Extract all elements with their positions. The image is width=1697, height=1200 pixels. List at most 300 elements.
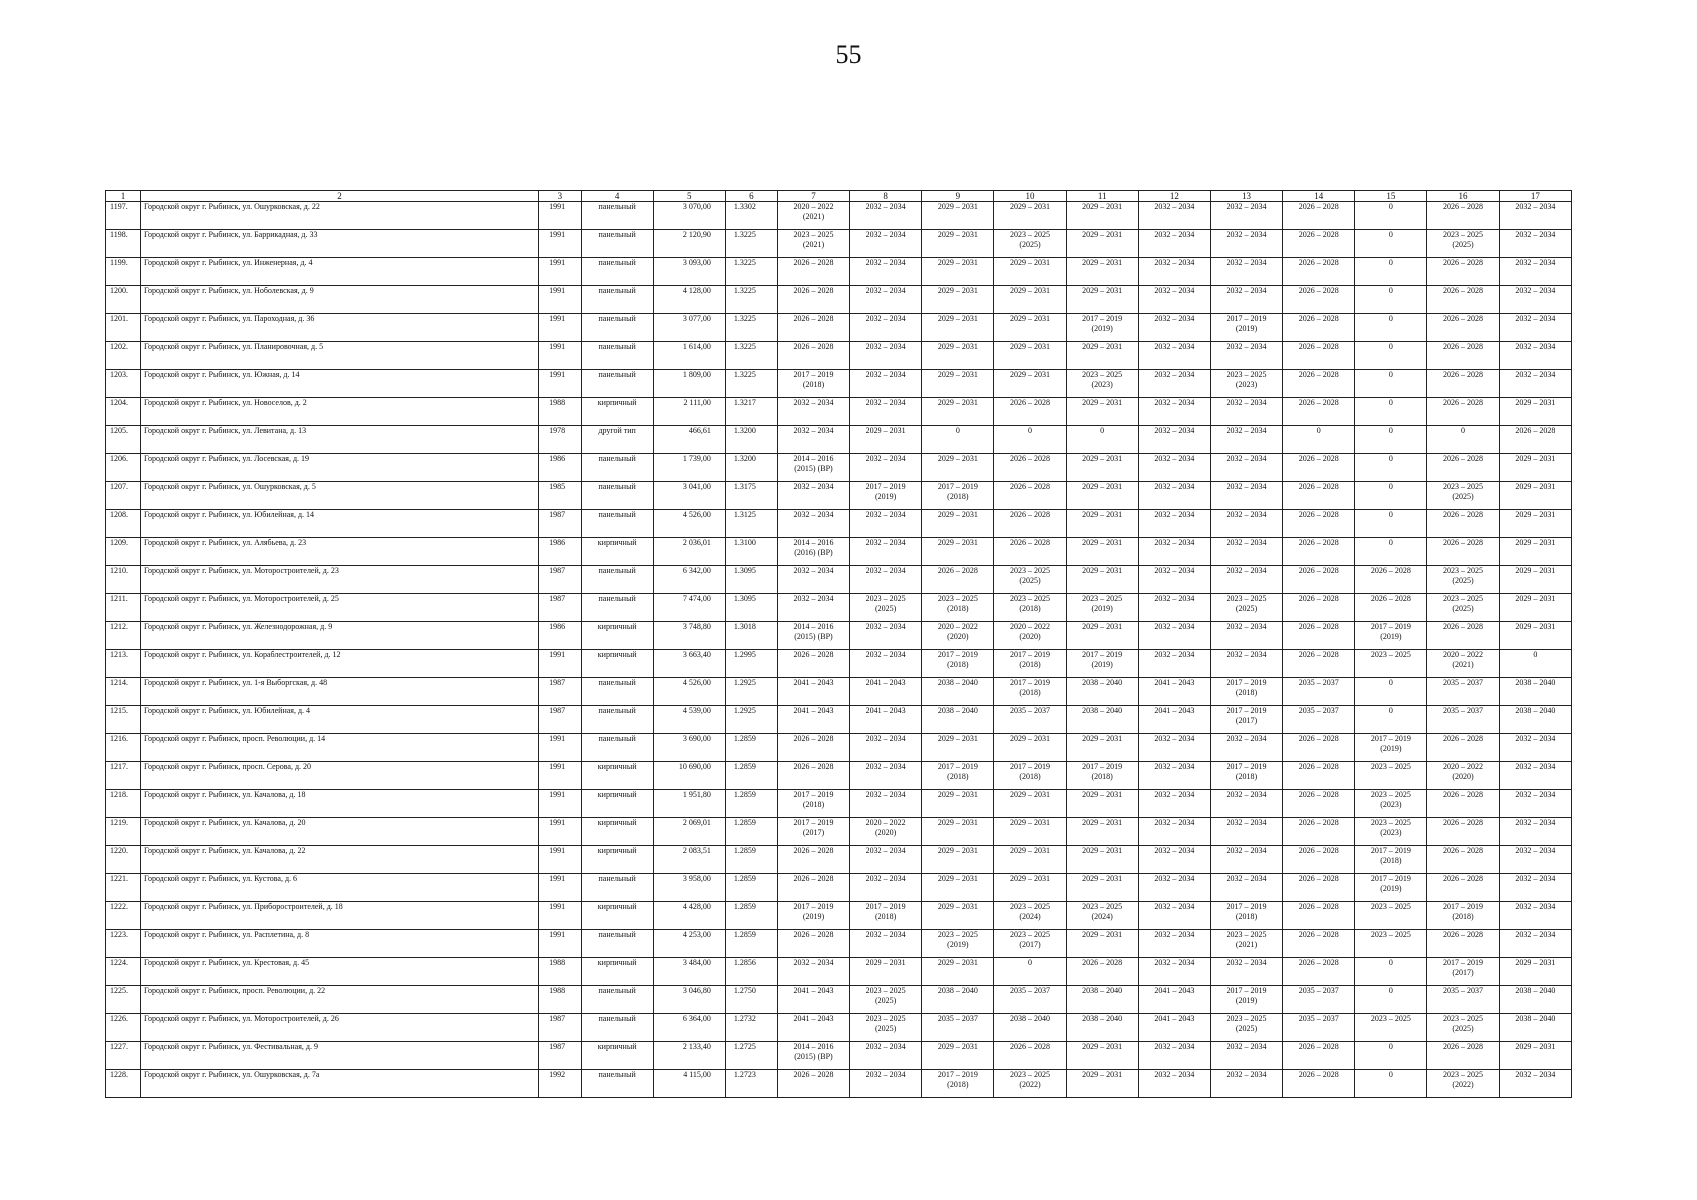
table-cell-col-2: Городской округ г. Рыбинск, ул. Баррикадная, д. 33 [141, 230, 539, 258]
table-cell-col-4: кирпичный [581, 846, 653, 874]
table-cell-col-16: 2023 – 2025 (2025) [1427, 482, 1499, 510]
table-cell-col-3: 1991 [539, 230, 581, 258]
table-cell-col-2: Городской округ г. Рыбинск, ул. Инженерная, д. 4 [141, 258, 539, 286]
table-cell-col-12: 2032 – 2034 [1138, 790, 1210, 818]
table-cell-col-13: 2032 – 2034 [1210, 846, 1282, 874]
table-cell-col-15: 2017 – 2019 (2018) [1355, 846, 1427, 874]
table-cell-col-2: Городской округ г. Рыбинск, ул. Планировочная, д. 5 [141, 342, 539, 370]
table-cell-col-2: Городской округ г. Рыбинск, ул. 1-я Выборгская, д. 48 [141, 678, 539, 706]
table-cell-col-10: 2029 – 2031 [994, 370, 1066, 398]
table-cell-col-3: 1991 [539, 370, 581, 398]
table-cell-col-8: 2032 – 2034 [850, 566, 922, 594]
table-cell-col-4: панельный [581, 1070, 653, 1098]
table-cell-col-5: 6 342,00 [653, 566, 725, 594]
table-cell-col-1: 1197. [106, 202, 141, 230]
table-cell-col-1: 1209. [106, 538, 141, 566]
table-cell-col-3: 1991 [539, 342, 581, 370]
table-cell-col-11: 2029 – 2031 [1066, 286, 1138, 314]
table-cell-col-16: 2026 – 2028 [1427, 342, 1499, 370]
table-cell-col-9: 2017 – 2019 (2018) [922, 650, 994, 678]
table-cell-col-16: 2035 – 2037 [1427, 986, 1499, 1014]
table-cell-col-16: 2026 – 2028 [1427, 874, 1499, 902]
table-cell-col-1: 1198. [106, 230, 141, 258]
table-cell-col-13: 2032 – 2034 [1210, 342, 1282, 370]
table-cell-col-8: 2041 – 2043 [850, 678, 922, 706]
table-cell-col-17: 2032 – 2034 [1499, 846, 1571, 874]
table-cell-col-5: 1 951,80 [653, 790, 725, 818]
table-cell-col-14: 2026 – 2028 [1283, 510, 1355, 538]
table-cell-col-3: 1985 [539, 482, 581, 510]
table-cell-col-9: 2029 – 2031 [922, 370, 994, 398]
table-cell-col-7: 2020 – 2022 (2021) [777, 202, 849, 230]
table-cell-col-17: 2032 – 2034 [1499, 874, 1571, 902]
table-cell-col-14: 2026 – 2028 [1283, 202, 1355, 230]
table-cell-col-13: 2017 – 2019 (2018) [1210, 902, 1282, 930]
table-cell-col-6: 1.3225 [725, 370, 777, 398]
table-cell-col-7: 2032 – 2034 [777, 510, 849, 538]
table-cell-col-16: 2023 – 2025 (2025) [1427, 1014, 1499, 1042]
table-cell-col-16: 2026 – 2028 [1427, 286, 1499, 314]
table-cell-col-16: 2026 – 2028 [1427, 538, 1499, 566]
table-cell-col-9: 2029 – 2031 [922, 734, 994, 762]
table-cell-col-17: 2029 – 2031 [1499, 566, 1571, 594]
table-cell-col-9: 0 [922, 426, 994, 454]
table-cell-col-11: 2029 – 2031 [1066, 258, 1138, 286]
table-cell-col-10: 2017 – 2019 (2018) [994, 650, 1066, 678]
table-cell-col-13: 2032 – 2034 [1210, 482, 1282, 510]
column-header-14: 14 [1283, 191, 1355, 202]
table-cell-col-12: 2032 – 2034 [1138, 958, 1210, 986]
table-cell-col-15: 0 [1355, 398, 1427, 426]
column-header-13: 13 [1210, 191, 1282, 202]
table-cell-col-10: 2026 – 2028 [994, 482, 1066, 510]
table-cell-col-12: 2032 – 2034 [1138, 818, 1210, 846]
table-cell-col-4: панельный [581, 202, 653, 230]
table-cell-col-5: 1 739,00 [653, 454, 725, 482]
table-cell-col-3: 1991 [539, 286, 581, 314]
table-cell-col-15: 0 [1355, 510, 1427, 538]
table-cell-col-16: 2026 – 2028 [1427, 314, 1499, 342]
table-cell-col-13: 2032 – 2034 [1210, 790, 1282, 818]
table-cell-col-2: Городской округ г. Рыбинск, ул. Фестивальная, д. 9 [141, 1042, 539, 1070]
table-cell-col-4: панельный [581, 1014, 653, 1042]
table-cell-col-9: 2029 – 2031 [922, 286, 994, 314]
table-cell-col-1: 1218. [106, 790, 141, 818]
table-cell-col-11: 2029 – 2031 [1066, 622, 1138, 650]
table-cell-col-1: 1208. [106, 510, 141, 538]
table-cell-col-4: панельный [581, 510, 653, 538]
table-cell-col-1: 1224. [106, 958, 141, 986]
table-cell-col-4: панельный [581, 482, 653, 510]
table-cell-col-2: Городской округ г. Рыбинск, ул. Ошурковская, д. 7а [141, 1070, 539, 1098]
table-cell-col-7: 2041 – 2043 [777, 986, 849, 1014]
table-cell-col-11: 2029 – 2031 [1066, 454, 1138, 482]
table-row [106, 1070, 1572, 1098]
table-row [106, 622, 1572, 650]
table-cell-col-3: 1991 [539, 846, 581, 874]
table-cell-col-10: 2029 – 2031 [994, 874, 1066, 902]
table-cell-col-4: панельный [581, 986, 653, 1014]
table-cell-col-6: 1.3302 [725, 202, 777, 230]
table-cell-col-8: 2017 – 2019 (2018) [850, 902, 922, 930]
table-cell-col-13: 2032 – 2034 [1210, 538, 1282, 566]
table-cell-col-15: 0 [1355, 454, 1427, 482]
table-cell-col-1: 1202. [106, 342, 141, 370]
table-cell-col-7: 2032 – 2034 [777, 426, 849, 454]
table-cell-col-17: 2032 – 2034 [1499, 286, 1571, 314]
table-cell-col-2: Городской округ г. Рыбинск, ул. Левитана, д. 13 [141, 426, 539, 454]
table-cell-col-10: 2026 – 2028 [994, 510, 1066, 538]
table-cell-col-6: 1.2925 [725, 706, 777, 734]
table-cell-col-3: 1987 [539, 510, 581, 538]
table-cell-col-14: 2026 – 2028 [1283, 482, 1355, 510]
table-cell-col-4: панельный [581, 734, 653, 762]
table-cell-col-8: 2023 – 2025 (2025) [850, 986, 922, 1014]
table-cell-col-2: Городской округ г. Рыбинск, ул. Моторостроителей, д. 25 [141, 594, 539, 622]
table-cell-col-17: 2032 – 2034 [1499, 258, 1571, 286]
table-cell-col-12: 2032 – 2034 [1138, 734, 1210, 762]
column-header-8: 8 [850, 191, 922, 202]
table-cell-col-2: Городской округ г. Рыбинск, ул. Ошурковская, д. 22 [141, 202, 539, 230]
table-row [106, 538, 1572, 566]
table-cell-col-17: 2032 – 2034 [1499, 370, 1571, 398]
table-cell-col-13: 2032 – 2034 [1210, 230, 1282, 258]
table-cell-col-8: 2032 – 2034 [850, 454, 922, 482]
table-cell-col-4: кирпичный [581, 398, 653, 426]
table-cell-col-11: 2029 – 2031 [1066, 818, 1138, 846]
table-cell-col-11: 2029 – 2031 [1066, 930, 1138, 958]
table-cell-col-4: панельный [581, 874, 653, 902]
table-cell-col-11: 2023 – 2025 (2023) [1066, 370, 1138, 398]
table-cell-col-3: 1991 [539, 930, 581, 958]
table-cell-col-6: 1.2859 [725, 734, 777, 762]
table-cell-col-12: 2032 – 2034 [1138, 874, 1210, 902]
table-cell-col-6: 1.2859 [725, 818, 777, 846]
table-cell-col-8: 2032 – 2034 [850, 1042, 922, 1070]
table-cell-col-10: 2029 – 2031 [994, 286, 1066, 314]
table-cell-col-16: 2026 – 2028 [1427, 510, 1499, 538]
table-cell-col-17: 2032 – 2034 [1499, 734, 1571, 762]
table-cell-col-14: 2026 – 2028 [1283, 846, 1355, 874]
table-cell-col-14: 2026 – 2028 [1283, 958, 1355, 986]
table-cell-col-3: 1987 [539, 706, 581, 734]
table-cell-col-9: 2029 – 2031 [922, 538, 994, 566]
table-cell-col-17: 2029 – 2031 [1499, 622, 1571, 650]
table-cell-col-9: 2029 – 2031 [922, 230, 994, 258]
table-row [106, 1042, 1572, 1070]
table-cell-col-5: 2 083,51 [653, 846, 725, 874]
table-cell-col-17: 2038 – 2040 [1499, 706, 1571, 734]
table-cell-col-14: 2026 – 2028 [1283, 790, 1355, 818]
table-cell-col-17: 2032 – 2034 [1499, 818, 1571, 846]
table-cell-col-5: 3 958,00 [653, 874, 725, 902]
table-cell-col-3: 1987 [539, 678, 581, 706]
table-cell-col-14: 0 [1283, 426, 1355, 454]
table-cell-col-14: 2035 – 2037 [1283, 706, 1355, 734]
table-cell-col-8: 2041 – 2043 [850, 706, 922, 734]
table-cell-col-16: 2026 – 2028 [1427, 398, 1499, 426]
table-cell-col-3: 1991 [539, 734, 581, 762]
table-cell-col-7: 2026 – 2028 [777, 258, 849, 286]
table-cell-col-10: 2029 – 2031 [994, 790, 1066, 818]
table-cell-col-11: 2029 – 2031 [1066, 1042, 1138, 1070]
table-row [106, 594, 1572, 622]
table-cell-col-7: 2026 – 2028 [777, 650, 849, 678]
table-cell-col-5: 2 111,00 [653, 398, 725, 426]
table-cell-col-16: 2026 – 2028 [1427, 818, 1499, 846]
table-cell-col-8: 2032 – 2034 [850, 874, 922, 902]
table-cell-col-9: 2029 – 2031 [922, 958, 994, 986]
table-cell-col-10: 0 [994, 426, 1066, 454]
table-cell-col-2: Городской округ г. Рыбинск, ул. Моторостроителей, д. 23 [141, 566, 539, 594]
table-cell-col-10: 2017 – 2019 (2018) [994, 678, 1066, 706]
table-cell-col-17: 2038 – 2040 [1499, 678, 1571, 706]
table-cell-col-4: кирпичный [581, 538, 653, 566]
table-cell-col-17: 2029 – 2031 [1499, 398, 1571, 426]
table-cell-col-5: 4 253,00 [653, 930, 725, 958]
table-cell-col-2: Городской округ г. Рыбинск, ул. Качалова, д. 20 [141, 818, 539, 846]
table-cell-col-14: 2026 – 2028 [1283, 1042, 1355, 1070]
table-cell-col-2: Городской округ г. Рыбинск, ул. Юбилейная, д. 14 [141, 510, 539, 538]
table-cell-col-5: 3 041,00 [653, 482, 725, 510]
table-cell-col-1: 1201. [106, 314, 141, 342]
table-cell-col-1: 1205. [106, 426, 141, 454]
table-cell-col-1: 1217. [106, 762, 141, 790]
table-cell-col-4: кирпичный [581, 818, 653, 846]
table-cell-col-4: кирпичный [581, 790, 653, 818]
table-cell-col-14: 2026 – 2028 [1283, 874, 1355, 902]
table-cell-col-5: 2 120,90 [653, 230, 725, 258]
table-row [106, 930, 1572, 958]
table-cell-col-17: 2029 – 2031 [1499, 454, 1571, 482]
table-cell-col-14: 2026 – 2028 [1283, 230, 1355, 258]
table-cell-col-10: 2029 – 2031 [994, 342, 1066, 370]
table-cell-col-6: 1.2732 [725, 1014, 777, 1042]
table-cell-col-9: 2020 – 2022 (2020) [922, 622, 994, 650]
table-row [106, 258, 1572, 286]
table-cell-col-16: 2026 – 2028 [1427, 1042, 1499, 1070]
table-cell-col-13: 2017 – 2019 (2018) [1210, 762, 1282, 790]
table-cell-col-9: 2038 – 2040 [922, 986, 994, 1014]
table-cell-col-12: 2032 – 2034 [1138, 482, 1210, 510]
table-cell-col-2: Городской округ г. Рыбинск, просп. Революции, д. 22 [141, 986, 539, 1014]
table-row [106, 398, 1572, 426]
table-cell-col-13: 2032 – 2034 [1210, 622, 1282, 650]
table-cell-col-6: 1.3225 [725, 314, 777, 342]
table-cell-col-15: 0 [1355, 230, 1427, 258]
table-cell-col-4: панельный [581, 258, 653, 286]
table-cell-col-6: 1.2725 [725, 1042, 777, 1070]
table-cell-col-5: 3 690,00 [653, 734, 725, 762]
table-cell-col-14: 2026 – 2028 [1283, 370, 1355, 398]
table-cell-col-9: 2038 – 2040 [922, 706, 994, 734]
table-cell-col-9: 2038 – 2040 [922, 678, 994, 706]
table-cell-col-2: Городской округ г. Рыбинск, просп. Революции, д. 14 [141, 734, 539, 762]
table-cell-col-15: 0 [1355, 482, 1427, 510]
table-cell-col-11: 2029 – 2031 [1066, 230, 1138, 258]
table-cell-col-5: 4 428,00 [653, 902, 725, 930]
table-cell-col-10: 2029 – 2031 [994, 734, 1066, 762]
table-cell-col-7: 2026 – 2028 [777, 930, 849, 958]
table-cell-col-17: 2029 – 2031 [1499, 1042, 1571, 1070]
table-cell-col-14: 2026 – 2028 [1283, 538, 1355, 566]
table-cell-col-6: 1.3225 [725, 286, 777, 314]
table-cell-col-11: 2023 – 2025 (2024) [1066, 902, 1138, 930]
table-row [106, 650, 1572, 678]
table-cell-col-11: 2029 – 2031 [1066, 846, 1138, 874]
table-cell-col-5: 4 115,00 [653, 1070, 725, 1098]
table-cell-col-16: 2035 – 2037 [1427, 706, 1499, 734]
column-header-12: 12 [1138, 191, 1210, 202]
table-cell-col-4: панельный [581, 230, 653, 258]
table-cell-col-3: 1991 [539, 790, 581, 818]
table-cell-col-10: 2035 – 2037 [994, 706, 1066, 734]
table-cell-col-13: 2017 – 2019 (2018) [1210, 678, 1282, 706]
table-cell-col-8: 2032 – 2034 [850, 538, 922, 566]
table-cell-col-13: 2032 – 2034 [1210, 734, 1282, 762]
table-cell-col-14: 2026 – 2028 [1283, 734, 1355, 762]
table-cell-col-13: 2017 – 2019 (2017) [1210, 706, 1282, 734]
table-cell-col-12: 2041 – 2043 [1138, 678, 1210, 706]
table-cell-col-5: 1 809,00 [653, 370, 725, 398]
table-cell-col-7: 2032 – 2034 [777, 482, 849, 510]
table-cell-col-10: 2023 – 2025 (2018) [994, 594, 1066, 622]
table-cell-col-7: 2032 – 2034 [777, 958, 849, 986]
table-cell-col-11: 2017 – 2019 (2019) [1066, 314, 1138, 342]
table-cell-col-11: 2029 – 2031 [1066, 566, 1138, 594]
table-cell-col-15: 2017 – 2019 (2019) [1355, 874, 1427, 902]
table-cell-col-16: 2017 – 2019 (2017) [1427, 958, 1499, 986]
table-cell-col-9: 2017 – 2019 (2018) [922, 1070, 994, 1098]
table-cell-col-6: 1.2750 [725, 986, 777, 1014]
table-cell-col-9: 2029 – 2031 [922, 790, 994, 818]
table-cell-col-3: 1991 [539, 818, 581, 846]
table-cell-col-13: 2023 – 2025 (2025) [1210, 594, 1282, 622]
table-cell-col-9: 2029 – 2031 [922, 398, 994, 426]
table-cell-col-8: 2032 – 2034 [850, 314, 922, 342]
table-cell-col-12: 2032 – 2034 [1138, 342, 1210, 370]
table-cell-col-1: 1199. [106, 258, 141, 286]
table-cell-col-10: 0 [994, 958, 1066, 986]
table-cell-col-11: 2029 – 2031 [1066, 790, 1138, 818]
table-cell-col-1: 1204. [106, 398, 141, 426]
table-cell-col-6: 1.3225 [725, 230, 777, 258]
table-cell-col-12: 2032 – 2034 [1138, 314, 1210, 342]
table-cell-col-8: 2023 – 2025 (2025) [850, 1014, 922, 1042]
table-cell-col-6: 1.3175 [725, 482, 777, 510]
table-cell-col-2: Городской округ г. Рыбинск, ул. Кустова, д. 6 [141, 874, 539, 902]
table-cell-col-11: 2023 – 2025 (2019) [1066, 594, 1138, 622]
table-cell-col-16: 2023 – 2025 (2025) [1427, 566, 1499, 594]
table-cell-col-16: 2035 – 2037 [1427, 678, 1499, 706]
table-cell-col-8: 2023 – 2025 (2025) [850, 594, 922, 622]
table-cell-col-12: 2032 – 2034 [1138, 230, 1210, 258]
table-cell-col-5: 7 474,00 [653, 594, 725, 622]
table-cell-col-12: 2032 – 2034 [1138, 594, 1210, 622]
table-cell-col-9: 2029 – 2031 [922, 510, 994, 538]
table-cell-col-17: 2032 – 2034 [1499, 202, 1571, 230]
table-cell-col-9: 2023 – 2025 (2018) [922, 594, 994, 622]
table-cell-col-16: 2026 – 2028 [1427, 622, 1499, 650]
table-cell-col-15: 0 [1355, 342, 1427, 370]
table-cell-col-4: панельный [581, 566, 653, 594]
table-cell-col-12: 2032 – 2034 [1138, 762, 1210, 790]
table-cell-col-3: 1991 [539, 202, 581, 230]
table-cell-col-6: 1.3100 [725, 538, 777, 566]
table-cell-col-4: панельный [581, 930, 653, 958]
table-cell-col-16: 2026 – 2028 [1427, 258, 1499, 286]
table-cell-col-17: 2029 – 2031 [1499, 594, 1571, 622]
table-cell-col-6: 1.2859 [725, 846, 777, 874]
table-cell-col-12: 2041 – 2043 [1138, 986, 1210, 1014]
table-row [106, 370, 1572, 398]
table-cell-col-2: Городской округ г. Рыбинск, ул. Крестовая, д. 45 [141, 958, 539, 986]
table-cell-col-17: 2029 – 2031 [1499, 958, 1571, 986]
table-cell-col-5: 2 036,01 [653, 538, 725, 566]
table-row [106, 510, 1572, 538]
table-cell-col-8: 2032 – 2034 [850, 930, 922, 958]
table-cell-col-11: 2029 – 2031 [1066, 482, 1138, 510]
table-cell-col-2: Городской округ г. Рыбинск, ул. Моторостроителей, д. 26 [141, 1014, 539, 1042]
table-cell-col-13: 2017 – 2019 (2019) [1210, 314, 1282, 342]
table-cell-col-12: 2032 – 2034 [1138, 370, 1210, 398]
table-cell-col-13: 2032 – 2034 [1210, 454, 1282, 482]
table-cell-col-10: 2029 – 2031 [994, 314, 1066, 342]
table-cell-col-8: 2032 – 2034 [850, 846, 922, 874]
table-row [106, 202, 1572, 230]
table-cell-col-2: Городской округ г. Рыбинск, ул. Новоселов, д. 2 [141, 398, 539, 426]
table-row [106, 790, 1572, 818]
table-cell-col-4: панельный [581, 370, 653, 398]
table-cell-col-8: 2032 – 2034 [850, 734, 922, 762]
table-cell-col-5: 466,61 [653, 426, 725, 454]
column-header-3: 3 [539, 191, 581, 202]
table-cell-col-13: 2032 – 2034 [1210, 426, 1282, 454]
table-row [106, 314, 1572, 342]
table-cell-col-5: 3 093,00 [653, 258, 725, 286]
table-cell-col-12: 2032 – 2034 [1138, 650, 1210, 678]
column-header-4: 4 [581, 191, 653, 202]
table-cell-col-13: 2032 – 2034 [1210, 398, 1282, 426]
table-cell-col-15: 2023 – 2025 (2023) [1355, 790, 1427, 818]
table-cell-col-16: 2023 – 2025 (2022) [1427, 1070, 1499, 1098]
table-cell-col-10: 2023 – 2025 (2024) [994, 902, 1066, 930]
table-cell-col-4: кирпичный [581, 762, 653, 790]
table-cell-col-14: 2026 – 2028 [1283, 930, 1355, 958]
table-cell-col-9: 2029 – 2031 [922, 874, 994, 902]
table-cell-col-15: 0 [1355, 958, 1427, 986]
table-cell-col-14: 2026 – 2028 [1283, 398, 1355, 426]
table-cell-col-5: 3 046,80 [653, 986, 725, 1014]
table-cell-col-15: 0 [1355, 1070, 1427, 1098]
table-cell-col-6: 1.3018 [725, 622, 777, 650]
table-cell-col-14: 2026 – 2028 [1283, 286, 1355, 314]
table-cell-col-7: 2026 – 2028 [777, 846, 849, 874]
table-cell-col-6: 1.2859 [725, 790, 777, 818]
table-row [106, 846, 1572, 874]
table-cell-col-3: 1991 [539, 902, 581, 930]
table-cell-col-5: 4 526,00 [653, 678, 725, 706]
table-cell-col-10: 2023 – 2025 (2017) [994, 930, 1066, 958]
table-cell-col-12: 2032 – 2034 [1138, 510, 1210, 538]
table-row [106, 706, 1572, 734]
table-cell-col-5: 4 128,00 [653, 286, 725, 314]
table-cell-col-1: 1215. [106, 706, 141, 734]
table-cell-col-10: 2026 – 2028 [994, 1042, 1066, 1070]
table-cell-col-1: 1221. [106, 874, 141, 902]
table-cell-col-1: 1212. [106, 622, 141, 650]
table-cell-col-9: 2029 – 2031 [922, 454, 994, 482]
